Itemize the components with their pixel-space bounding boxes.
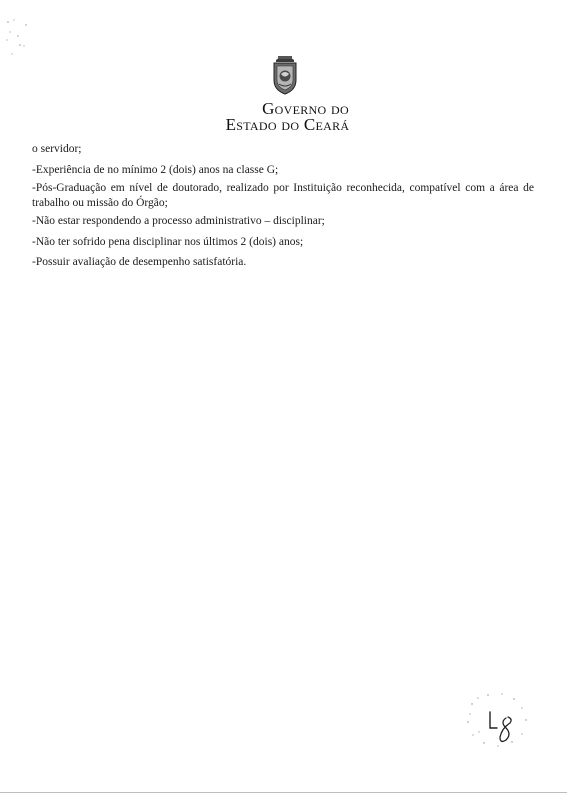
text-line: o servidor; bbox=[32, 143, 82, 155]
requirement-item: -Não estar respondendo a processo administrativo – disciplinar; bbox=[32, 215, 325, 227]
requirement-item: -Pós-Graduação em nível de doutorado, realizado por Instituição reconhecida, compatível com a área de trabalho ou missão do Órgão; bbox=[32, 182, 534, 209]
ceara-coat-of-arms-icon bbox=[270, 52, 300, 96]
scan-speck-marks bbox=[4, 18, 34, 68]
requirement-item: -Experiência de no mínimo 2 (dois) anos na classe G; bbox=[32, 164, 279, 176]
government-title-line2: Estado do Ceará bbox=[225, 115, 350, 134]
government-title-line1: Governo do bbox=[262, 99, 349, 118]
requirement-item: -Possuir avaliação de desempenho satisfatória. bbox=[32, 256, 247, 268]
handwritten-page-number-stamp bbox=[462, 690, 532, 750]
requirement-item: -Não ter sofrido pena disciplinar nos últimos 2 (dois) anos; bbox=[32, 236, 304, 248]
page-bottom-border bbox=[0, 792, 567, 793]
